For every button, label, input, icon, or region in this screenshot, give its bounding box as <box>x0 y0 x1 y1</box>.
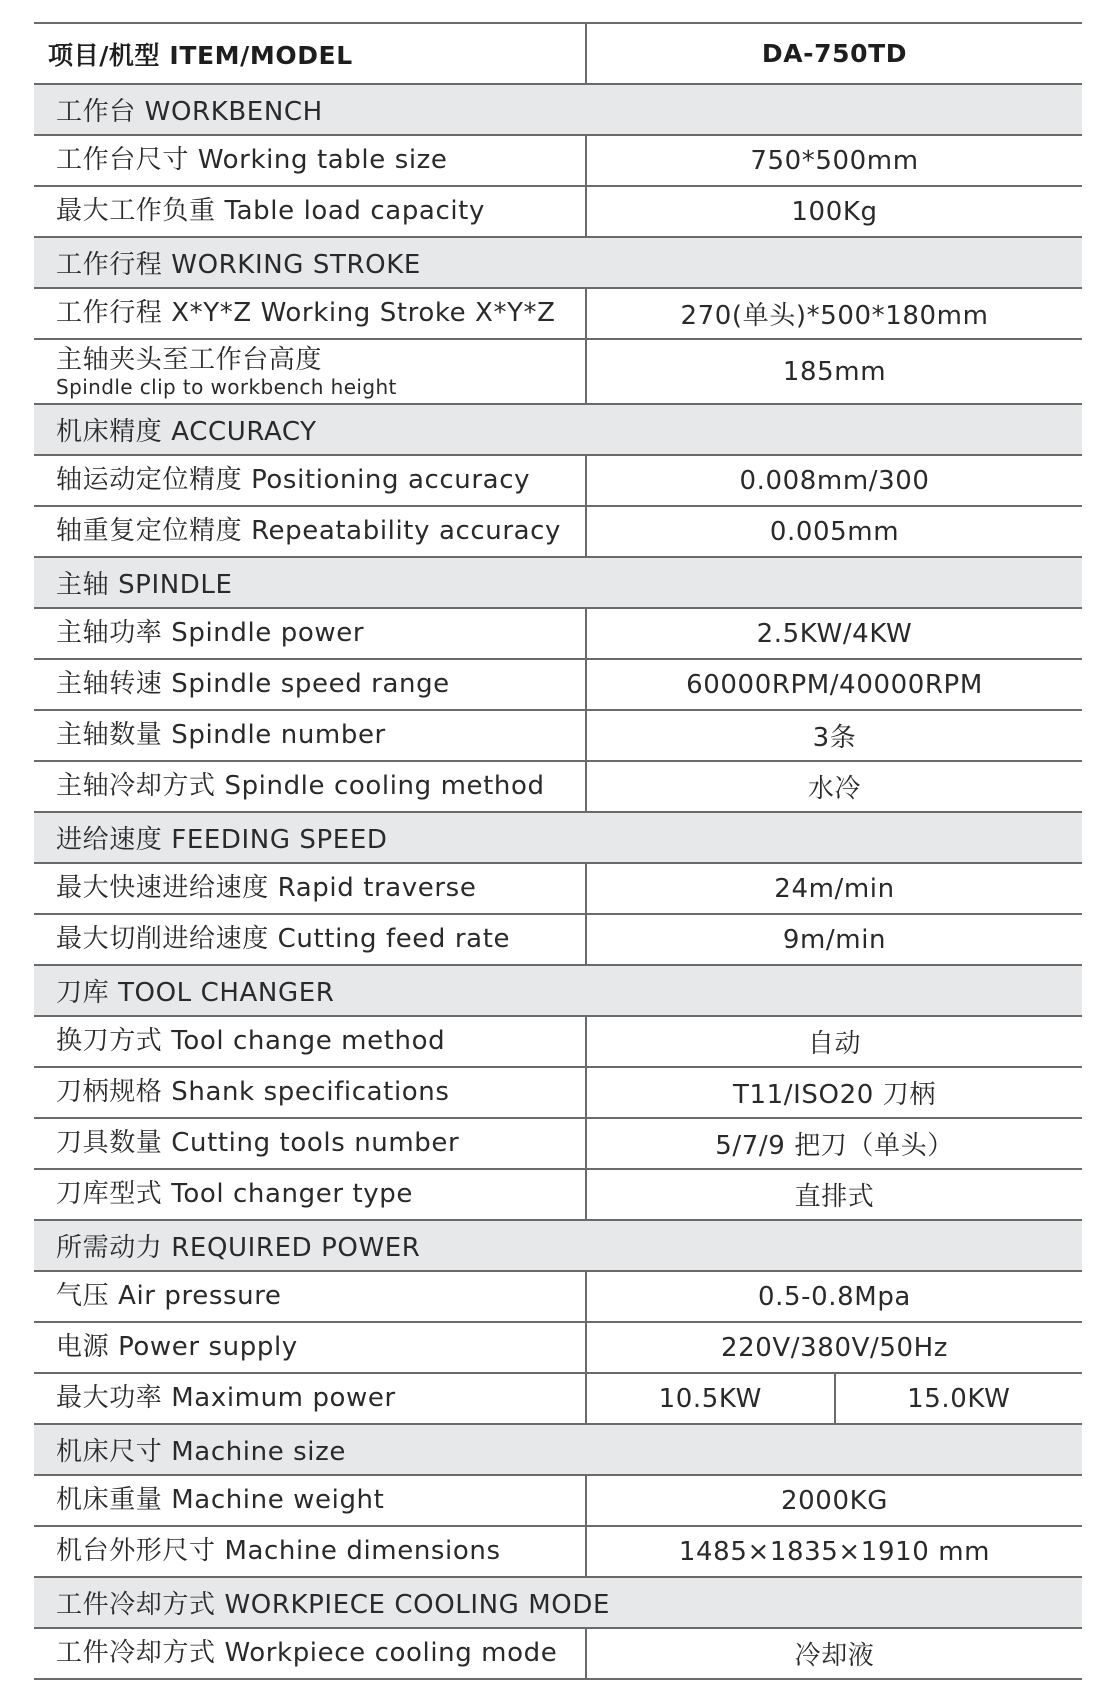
spec-label: 工件冷却方式 Workpiece cooling mode <box>56 1637 558 1668</box>
spec-value-split <box>587 1374 1082 1423</box>
spec-label-cell <box>34 864 587 913</box>
spec-label: 电源 Power supply <box>56 1331 298 1362</box>
spec-value: T11/ISO20 刀柄 <box>733 1080 936 1110</box>
spec-label-cell <box>34 762 587 811</box>
spec-value: 60000RPM/40000RPM <box>686 669 983 700</box>
spec-label: 刀具数量 Cutting tools number <box>56 1127 460 1158</box>
spec-label: 刀柄规格 Shank specifications <box>56 1076 450 1107</box>
section-title: 机床精度 ACCURACY <box>56 417 317 447</box>
spec-value: 2000KG <box>781 1485 888 1516</box>
section-header-row <box>34 813 1082 864</box>
spec-label: 最大快速进给速度 Rapid traverse <box>56 872 477 903</box>
section-header-row <box>34 238 1082 289</box>
spec-value: 0.5-0.8Mpa <box>758 1281 911 1312</box>
table-row <box>34 1527 1082 1578</box>
spec-label: 最大工作负重 Table load capacity <box>56 195 485 226</box>
spec-label-cell <box>34 507 587 556</box>
table-row <box>34 289 1082 340</box>
spec-label-cell <box>34 1476 587 1525</box>
spec-label: 刀库型式 Tool changer type <box>56 1178 413 1209</box>
spec-label-cell <box>34 915 587 964</box>
spec-value: 9m/min <box>782 924 887 955</box>
section-header-row <box>34 1221 1082 1272</box>
spec-label-cell <box>34 340 587 403</box>
table-row <box>34 1272 1082 1323</box>
spec-label: 主轴数量 Spindle number <box>56 719 386 750</box>
section-header-row <box>34 1578 1082 1629</box>
spec-label: 轴运动定位精度 Positioning accuracy <box>56 464 531 495</box>
table-row <box>34 762 1082 813</box>
spec-value: 185mm <box>782 356 887 387</box>
spec-value: 0.008mm/300 <box>739 465 930 496</box>
table-row <box>34 1119 1082 1170</box>
table-row <box>34 915 1082 966</box>
spec-label-cell <box>34 187 587 236</box>
spec-label-cell <box>34 1629 587 1678</box>
spec-value: 0.005mm <box>769 516 900 547</box>
spec-label: 主轴冷却方式 Spindle cooling method <box>56 770 545 801</box>
table-row <box>34 340 1082 405</box>
spec-value: 2.5KW/4KW <box>756 618 913 649</box>
section-header-row <box>34 558 1082 609</box>
section-header-row <box>34 405 1082 456</box>
table-row <box>34 864 1082 915</box>
table-row <box>34 136 1082 187</box>
table-row <box>34 1017 1082 1068</box>
spec-label: 主轴转速 Spindle speed range <box>56 668 450 699</box>
spec-label-cell <box>34 660 587 709</box>
spec-label-cell <box>34 1119 587 1168</box>
sections-container <box>34 85 1082 1680</box>
table-row <box>34 1374 1082 1425</box>
table-row <box>34 711 1082 762</box>
section-title: 进给速度 FEEDING SPEED <box>56 825 388 855</box>
section-header-row <box>34 1425 1082 1476</box>
spec-value: 冷却液 <box>794 1641 875 1671</box>
spec-label-cell <box>34 1017 587 1066</box>
spec-label: 工作台尺寸 Working table size <box>56 144 448 175</box>
spec-label-cell <box>34 456 587 505</box>
spec-label: 最大功率 Maximum power <box>56 1382 396 1413</box>
table-row <box>34 1170 1082 1221</box>
spec-value: 5/7/9 把刀（单头） <box>715 1131 954 1161</box>
spec-label-cell <box>34 1068 587 1117</box>
spec-sublabel: Spindle clip to workbench height <box>56 375 397 400</box>
spec-value: 24m/min <box>774 873 895 904</box>
spec-label: 最大切削进给速度 Cutting feed rate <box>56 923 511 954</box>
section-title: 所需动力 REQUIRED POWER <box>56 1233 421 1263</box>
spec-value: 3条 <box>812 723 857 753</box>
section-header-row <box>34 85 1082 136</box>
spec-value: 直排式 <box>794 1182 875 1212</box>
spec-label: 主轴功率 Spindle power <box>56 617 365 648</box>
spec-label: 主轴夹头至工作台高度 <box>56 344 323 375</box>
spec-label: 工作行程 X*Y*Z Working Stroke X*Y*Z <box>56 297 556 328</box>
table-row <box>34 507 1082 558</box>
spec-value: 750*500mm <box>750 145 919 176</box>
spec-label-cell <box>34 289 587 338</box>
table-row <box>34 609 1082 660</box>
spec-value: 270(单头)*500*180mm <box>680 301 989 331</box>
header-model: DA-750TD <box>761 39 908 68</box>
spec-label: 机台外形尺寸 Machine dimensions <box>56 1535 501 1566</box>
section-title: 刀库 TOOL CHANGER <box>56 978 335 1008</box>
spec-value: 220V/380V/50Hz <box>720 1332 949 1363</box>
section-title: 工作台 WORKBENCH <box>56 97 323 127</box>
spec-label-cell <box>34 1527 587 1576</box>
spec-table <box>34 22 1082 1680</box>
table-row <box>34 1629 1082 1680</box>
spec-label-cell <box>34 1170 587 1219</box>
spec-label-cell <box>34 1323 587 1372</box>
spec-label: 换刀方式 Tool change method <box>56 1025 446 1056</box>
spec-label: 气压 Air pressure <box>56 1280 282 1311</box>
table-row <box>34 660 1082 711</box>
section-title: 工作行程 WORKING STROKE <box>56 250 421 280</box>
spec-label: 机床重量 Machine weight <box>56 1484 385 1515</box>
section-title: 工件冷却方式 WORKPIECE COOLING MODE <box>56 1590 611 1620</box>
spec-label-cell <box>34 711 587 760</box>
table-row <box>34 187 1082 238</box>
spec-label: 轴重复定位精度 Repeatability accuracy <box>56 515 562 546</box>
spec-label-cell <box>34 1272 587 1321</box>
spec-label-cell <box>34 609 587 658</box>
spec-label-cell <box>34 136 587 185</box>
section-header-row <box>34 966 1082 1017</box>
table-row <box>34 1068 1082 1119</box>
table-header-row <box>34 24 1082 85</box>
table-row <box>34 1323 1082 1374</box>
spec-value: 15.0KW <box>834 1374 1083 1423</box>
spec-value: 自动 <box>807 1029 862 1059</box>
section-title: 主轴 SPINDLE <box>56 570 233 600</box>
spec-value: 10.5KW <box>658 1383 762 1414</box>
table-row <box>34 456 1082 507</box>
spec-label-cell <box>34 1374 587 1423</box>
section-title: 机床尺寸 Machine size <box>56 1437 346 1467</box>
table-row <box>34 1476 1082 1527</box>
spec-value: 1485×1835×1910 mm <box>678 1536 991 1567</box>
header-item-label: 项目/机型 ITEM/MODEL <box>34 24 587 83</box>
spec-value: 100Kg <box>791 196 878 227</box>
spec-value: 水冷 <box>807 774 862 804</box>
